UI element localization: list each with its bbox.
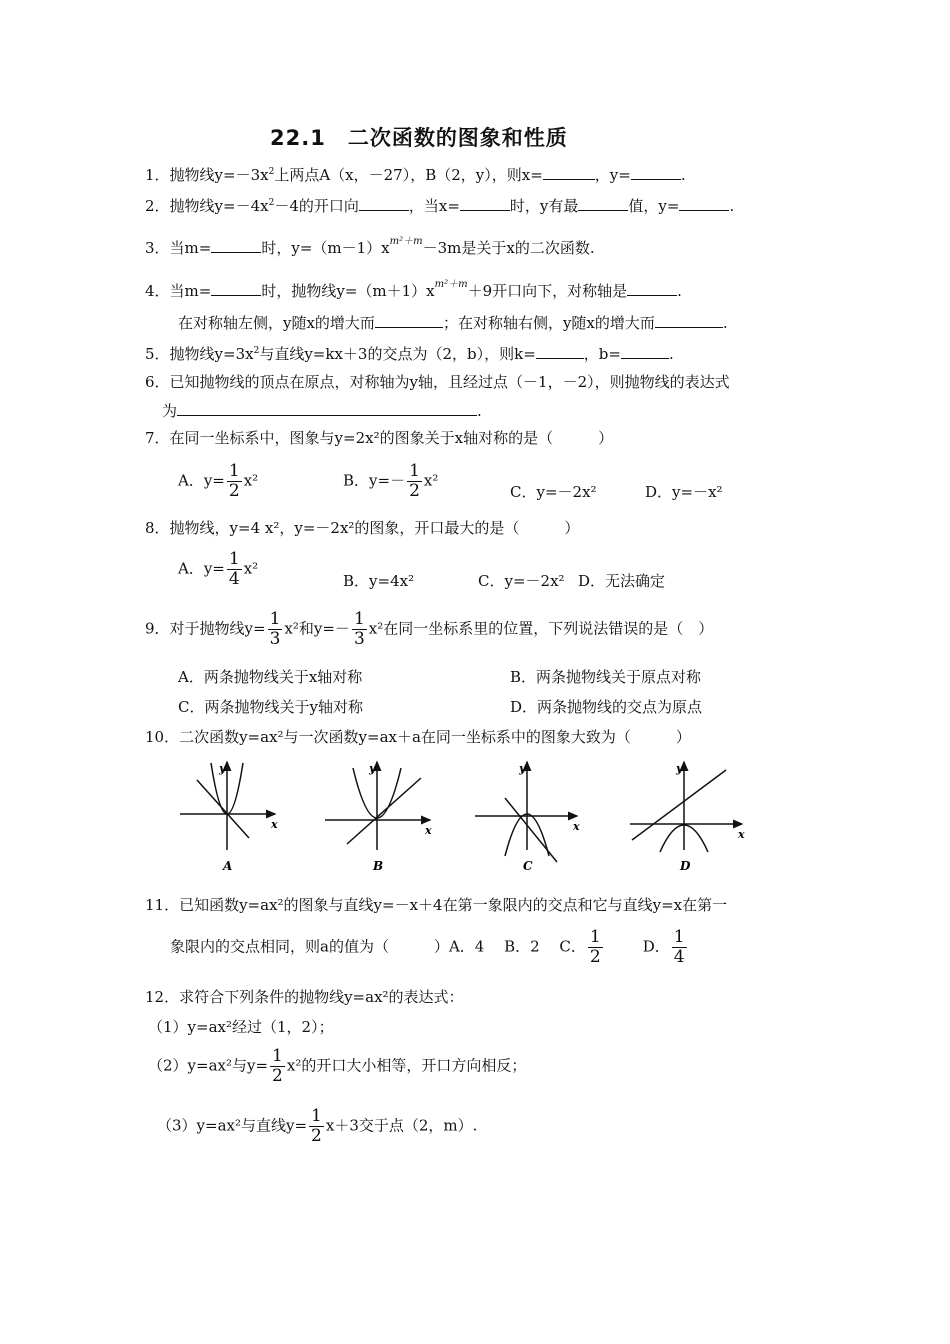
option-c[interactable]: C．y=－2x² — [478, 572, 565, 590]
x-axis-label: x — [738, 828, 745, 841]
x-axis-label: x — [425, 824, 432, 837]
answer-blank[interactable] — [177, 399, 477, 416]
option-a[interactable]: A．两条抛物线关于x轴对称 — [178, 668, 363, 686]
answer-blank[interactable] — [359, 194, 409, 211]
option-d[interactable]: D．y=－x² — [645, 483, 723, 501]
fraction: $\frac{1}{4}$ — [228, 549, 240, 589]
y-axis-label: y — [519, 762, 526, 775]
question-4: 4．当m= 时，抛物线$y=(m+1)x^{m^2+m}+9$开口向下，对称轴是 . — [145, 279, 682, 300]
fraction: $\frac{1}{2}$ — [589, 927, 601, 967]
answer-blank[interactable] — [631, 163, 681, 180]
graph-label: D — [680, 859, 691, 873]
graph-label: A — [223, 859, 233, 873]
question-12-part-1: （1）y=ax²经过（1，2）； — [148, 1018, 334, 1036]
option-c[interactable]: C．两条抛物线关于y轴对称 — [178, 698, 363, 716]
question-12: 12．求符合下列条件的抛物线y=ax²的表达式： — [145, 988, 464, 1006]
answer-blank[interactable] — [211, 279, 261, 296]
answer-blank[interactable] — [543, 163, 595, 180]
fraction: $\frac{1}{4}$ — [673, 927, 685, 967]
graph-label: B — [373, 859, 384, 873]
graph-b[interactable] — [325, 762, 432, 873]
fraction: $\frac{1}{3}$ — [269, 609, 281, 649]
y-axis-label: y — [219, 762, 226, 775]
question-12-part-2: （2）y=ax²与y= $\frac{1}{2}$ x²的开口大小相等，开口方向相反； — [148, 1046, 527, 1086]
fraction: $\frac{1}{2}$ — [228, 461, 240, 501]
answer-blank[interactable] — [375, 311, 443, 328]
option-c[interactable]: C．y=－2x² — [510, 483, 597, 501]
x-axis-label: x — [573, 820, 580, 833]
question-9: 9．对于抛物线y= $\frac{1}{3}$ x²和y=－ $\frac{1}{3}$ x²在同一坐标系里的位置，下列说法错误的是（ ） — [145, 609, 714, 649]
question-11: 11．已知函数y=ax²的图象与直线y=－x＋4在第一象限内的交点和它与直线y=x在第一 — [145, 896, 728, 914]
y-axis-label: y — [676, 762, 683, 775]
graph-label: C — [523, 859, 533, 873]
option-b[interactable]: B．y=4x² — [343, 572, 415, 590]
question-5: 5．抛物线$y=3x^2$与直线y=kx＋3的交点为（2，b），则k= ，b= . — [145, 342, 674, 367]
answer-blank[interactable] — [578, 194, 628, 211]
question-3: 3．当m= 时，$y=(m-1)x^{m^2+m}-3m$是关于x的二次函数. — [145, 236, 595, 257]
question-10: 10．二次函数y=ax²与一次函数y=ax＋a在同一坐标系中的图象大致为（ ） — [145, 728, 691, 746]
page-title: 22.1 二次函数的图象和性质 — [270, 126, 568, 150]
answer-blank[interactable] — [621, 342, 669, 359]
answer-blank[interactable] — [655, 311, 723, 328]
graph-a[interactable] — [180, 762, 278, 873]
answer-blank[interactable] — [536, 342, 584, 359]
question-8: 8．抛物线，y=4 x²，y=－2x²的图象，开口最大的是（ ） — [145, 519, 580, 537]
graph-d[interactable] — [630, 762, 745, 873]
option-b[interactable]: B．两条抛物线关于原点对称 — [510, 668, 702, 686]
question-4-line-2: 在对称轴左侧，y随x的增大而 ；在对称轴右侧，y随x的增大而 . — [178, 311, 728, 333]
fraction: $\frac{1}{2}$ — [311, 1106, 322, 1146]
option-a[interactable]: A．y= $\frac{1}{4}$ x² — [178, 549, 259, 589]
answer-blank[interactable] — [679, 194, 729, 211]
answer-blank[interactable] — [211, 236, 261, 253]
question-12-part-3: （3）y=ax²与直线y= $\frac{1}{2}$ x＋3交于点（2，m）. — [157, 1106, 478, 1146]
option-a[interactable]: A．y= $\frac{1}{2}$ x² — [178, 461, 259, 501]
question-7: 7．在同一坐标系中，图象与y=2x²的图象关于x轴对称的是（ ） — [145, 429, 614, 447]
option-b[interactable]: B．y=－ $\frac{1}{2}$ x² — [343, 461, 439, 501]
q10-graphs — [175, 758, 765, 878]
graph-c[interactable] — [475, 762, 580, 873]
option-d[interactable]: D．无法确定 — [578, 572, 666, 590]
x-axis-label: x — [271, 818, 278, 831]
fraction: $\frac{1}{2}$ — [409, 461, 420, 501]
answer-blank[interactable] — [627, 279, 677, 296]
question-2: 2．抛物线$y=-4x^2-4$的开口向 ，当x= 时，y有最 值，y= . — [145, 194, 734, 219]
question-6: 6．已知抛物线的顶点在原点，对称轴为y轴，且经过点（－1，－2），则抛物线的表达式 — [145, 373, 730, 391]
y-axis-label: y — [369, 762, 376, 775]
option-d[interactable]: D．两条抛物线的交点为原点 — [510, 698, 703, 716]
fraction: $\frac{1}{2}$ — [272, 1046, 283, 1086]
answer-blank[interactable] — [460, 194, 510, 211]
question-1: 1．抛物线$y=-3x^2$上两点A（x，－27），B（2，y），则x= ，y= . — [145, 163, 686, 188]
question-6-line-2: 为 . — [162, 399, 482, 421]
fraction: $\frac{1}{3}$ — [353, 609, 365, 649]
question-11-line-2: 象限内的交点相同，则a的值为（ ）A．4 B．2 C． $\frac{1}{2}$ D． $\frac{1}{4}$ — [170, 927, 685, 967]
